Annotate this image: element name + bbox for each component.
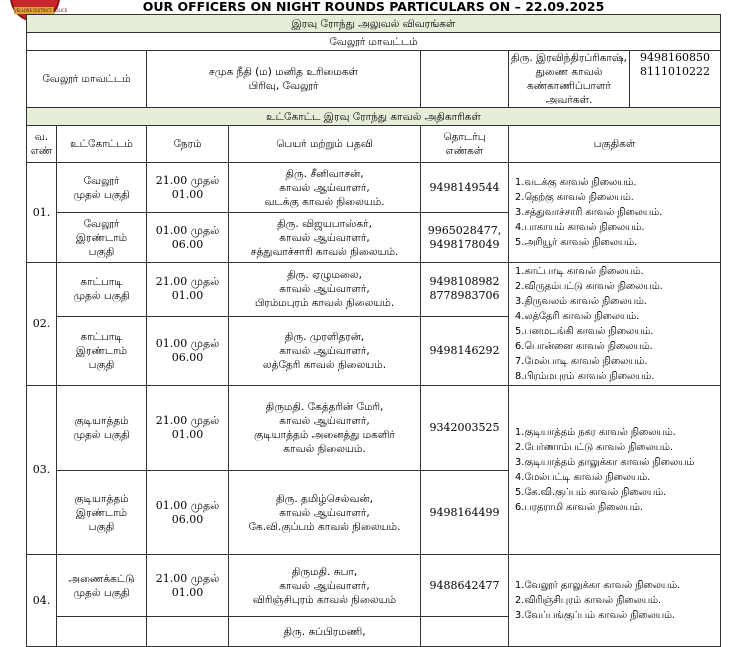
subdivision-line: முதல் பகுதி: [73, 290, 130, 303]
subdivision-line: பகுதி: [88, 520, 115, 533]
time-line: 21.00 முதல்: [155, 173, 220, 187]
subdivision-cell: [57, 555, 147, 617]
header-sno: [27, 126, 57, 163]
subdivision-line: இரண்டாம்: [75, 344, 128, 357]
header-subdivision: உட்கோட்டம்: [57, 126, 147, 163]
time-line: 01.00 முதல்: [155, 223, 220, 237]
time-cell: [147, 617, 229, 647]
areas-cell: [509, 555, 721, 647]
subdivision-cell: [57, 617, 147, 647]
subdivision-line: முதல் பகுதி: [73, 586, 130, 599]
serial-number: 03.: [27, 386, 57, 555]
phone-number: 9498164499: [429, 505, 500, 519]
district-officer-empty: [421, 51, 509, 108]
time-line: 06.00: [171, 237, 204, 251]
subdivision-cell: [57, 163, 147, 213]
officer-name-line: திருமதி. சுபா,: [291, 565, 358, 578]
serial-number: 04.: [27, 555, 57, 647]
officer-name-cell: [229, 316, 421, 385]
time-line: 01.00 முதல்: [155, 336, 220, 350]
time-line: 21.00 முதல்: [155, 414, 220, 427]
subdivision-line: குடியாத்தம்: [74, 492, 129, 505]
time-cell: [147, 471, 229, 555]
table-row: [27, 263, 721, 317]
subdivision-line: இரண்டாம்: [75, 506, 128, 519]
area-item: 7.மேல்பாடி காவல் நிலையம்.: [515, 356, 648, 367]
subdivision-line: காட்பாடி: [80, 330, 123, 343]
time-line: 01.00: [171, 187, 204, 201]
officer-name-line: காவல் ஆய்வாளர்,: [279, 181, 370, 194]
district-unit-line: சமுக நீதி (ம) மனித உரிமைகள்: [208, 66, 359, 78]
district-unit: [147, 51, 421, 108]
area-item: 2.தெற்கு காவல் நிலையம்.: [515, 192, 634, 203]
district-officer-row: [27, 51, 721, 108]
phone-number: 9965028477,: [427, 223, 502, 237]
officer-name-line: லத்தேரி காவல் நிலையம்.: [262, 358, 387, 371]
column-headers: [27, 126, 721, 163]
area-item: 3.குடியாத்தம் தாலுக்கா காவல் நிலையம்: [515, 457, 695, 468]
areas-cell: [509, 163, 721, 263]
area-item: 1.குடியாத்தம் நகர காவல் நிலையம்.: [515, 427, 676, 438]
phone-cell: [421, 555, 509, 617]
header-time: நேரம்: [147, 126, 229, 163]
time-cell: [147, 386, 229, 471]
areas-cell: [509, 386, 721, 555]
officer-name-line: திருமதி. கேத்தரின் மேரி,: [265, 401, 384, 413]
subdivision-line: வேலூர்: [83, 174, 120, 187]
header-sno-line: எண்: [30, 145, 53, 157]
time-line: 21.00 முதல்: [155, 571, 220, 585]
time-line: 01.00: [171, 289, 204, 303]
table-row: [27, 555, 721, 617]
district-officer-line: திரு. இரவிந்திரப்ரிகாஷ்,: [510, 52, 628, 64]
area-item: 1.காட்பாடி காவல் நிலையம்.: [515, 266, 644, 277]
phone-number: 9488642477: [429, 578, 500, 592]
area-item: 5.பனமடங்கி காவல் நிலையம்.: [515, 326, 654, 337]
time-cell: [147, 213, 229, 263]
officer-name-cell: [229, 386, 421, 471]
area-item: 5.கே.வி.குப்பம் காவல் நிலையம்.: [515, 487, 667, 498]
time-cell: [147, 263, 229, 317]
subdivision-line: முதல் பகுதி: [73, 429, 130, 441]
officer-name-cell: [229, 213, 421, 263]
area-item: 4.பாகாயம் காவல் நிலையம்.: [515, 222, 645, 233]
area-item: 1.வடக்கு காவல் நிலையம்.: [515, 177, 637, 188]
district-name: வேலூர் மாவட்டம்: [27, 51, 147, 108]
district-unit-line: பிரிவு, வேலூர்: [248, 80, 319, 92]
subdivision-line: அணைக்கட்டு: [68, 572, 135, 585]
area-item: 1.வேலூர் தாலுக்கா காவல் நிலையம்.: [515, 580, 681, 591]
phone-cell: [421, 263, 509, 317]
officer-name-cell: [229, 617, 421, 647]
officer-name-line: காவல் ஆய்வாளர்,: [279, 579, 370, 592]
time-cell: [147, 316, 229, 385]
phone-number: 9498178049: [429, 237, 500, 251]
time-cell: [147, 163, 229, 213]
logo-banner-text: VELLORE DISTRICT POLICE: [14, 8, 68, 13]
officer-name-line: விரிஞ்சிபுரம் காவல் நிலையம்: [252, 593, 397, 606]
subdivision-line: பகுதி: [88, 245, 115, 258]
phone-number: 9498108982: [429, 275, 500, 289]
subdivision-line: இரண்டாம்: [75, 231, 128, 244]
header-sno-line: வ.: [34, 131, 49, 143]
officer-name-line: கே.வி.குப்பம் காவல் நிலையம்.: [248, 520, 401, 533]
district-officer-line: துணை காவல் கண்காணிப்பாளர் அவர்கள்.: [527, 66, 611, 106]
district-heading: வேலூர் மாவட்டம்: [27, 33, 721, 51]
table-row: [27, 386, 721, 471]
area-item: 5.அரியூர் காவல் நிலையம்.: [515, 237, 638, 248]
officer-name-line: காவல் ஆய்வாளர்,: [279, 415, 370, 427]
phone-cell: [421, 163, 509, 213]
officer-name-line: திரு. தமிழ்செல்வன்,: [276, 492, 373, 505]
phone-cell: [421, 213, 509, 263]
header-contact-line: தொடர்பு: [443, 131, 486, 143]
officer-name-line: வடக்கு காவல் நிலையம்.: [264, 195, 385, 208]
serial-number: 02.: [27, 263, 57, 386]
phone-cell: [421, 386, 509, 471]
district-phone: 9498160850: [640, 51, 711, 64]
officer-name-line: பிரம்மபுரம் காவல் நிலையம்.: [254, 297, 395, 310]
time-line: 01.00: [171, 428, 204, 441]
header-name: பெயர் மற்றும் பதவி: [229, 126, 421, 163]
table-row: [27, 163, 721, 213]
subdivision-line: முதல் பகுதி: [73, 188, 130, 201]
area-item: 2.பேர்ணாம்பட்டு காவல் நிலையம்.: [515, 442, 674, 453]
officer-name-line: காவல் ஆய்வாளர்,: [279, 344, 370, 357]
area-item: 3.வேப்பங்குப்பம் காவல் நிலையம்.: [515, 610, 675, 621]
district-phone: 8111010222: [640, 65, 711, 78]
subdivision-cell: [57, 263, 147, 317]
subdivision-cell: [57, 471, 147, 555]
phone-number: 9342003525: [429, 421, 500, 434]
areas-cell: [509, 263, 721, 386]
officer-name-line: குடியாத்தம் அனைத்து மகளிர்: [254, 429, 395, 441]
officer-name-line: காவல் நிலையம்.: [283, 443, 366, 455]
phone-number: 9498149544: [429, 180, 500, 194]
phone-cell: [421, 471, 509, 555]
section-heading: உட்கோட்ட இரவு ரோந்து காவல் அதிகாரிகள்: [27, 108, 721, 126]
subdivision-line: வேலூர்: [83, 217, 120, 230]
area-item: 6.பொன்னை காவல் நிலையம்.: [515, 341, 653, 352]
area-item: 2.விரிஞ்சிபுரம் காவல் நிலையம்.: [515, 595, 662, 606]
time-line: 01.00 முதல்: [155, 498, 220, 512]
phone-number: 9498146292: [429, 343, 500, 357]
phone-number: 8778983706: [429, 289, 500, 303]
officer-name-line: திரு. விஜயபாஸ்கர்,: [277, 217, 372, 230]
subdivision-cell: [57, 316, 147, 385]
area-item: 4.லத்தேரி காவல் நிலையம்.: [515, 311, 640, 322]
district-officer-cell: [509, 51, 721, 108]
subtitle: இரவு ரோந்து அலுவல் விவரங்கள்: [27, 15, 721, 33]
time-line: 21.00 முதல்: [155, 275, 220, 289]
area-item: 6.பரதராமி காவல் நிலையம்.: [515, 502, 643, 513]
officer-name-cell: [229, 471, 421, 555]
officer-name-cell: [229, 163, 421, 213]
area-item: 8.பிரம்மபுரம் காவல் நிலையம்.: [515, 371, 655, 382]
subdivision-line: காட்பாடி: [80, 276, 123, 289]
area-item: 3.சத்துவாச்சாரி காவல் நிலையம்.: [515, 207, 663, 218]
page-title: OUR OFFICERS ON NIGHT ROUNDS PARTICULARS ON – 22.09.2025: [27, 0, 721, 15]
subdivision-line: குடியாத்தம்: [74, 415, 129, 427]
district-officer: [509, 51, 629, 107]
header-areas: பகுதிகள்: [509, 126, 721, 163]
time-line: 06.00: [171, 512, 204, 526]
officer-name-line: திரு. முரளிதரன்,: [284, 330, 365, 343]
header-contact: [421, 126, 509, 163]
time-cell: [147, 555, 229, 617]
area-item: 4.மேல்பட்டி காவல் நிலையம்.: [515, 472, 651, 483]
phone-cell: [421, 617, 509, 647]
officer-name-cell: [229, 263, 421, 317]
officer-name-line: காவல் ஆய்வாளர்,: [279, 283, 370, 296]
officer-name-line: சத்துவாச்சாரி காவல் நிலையம்.: [250, 245, 399, 258]
time-line: 01.00: [171, 585, 204, 599]
area-item: 2.விருதம்பட்டு காவல் நிலையம்.: [515, 281, 663, 292]
night-rounds-table: [26, 0, 721, 647]
time-line: 06.00: [171, 350, 204, 364]
officer-name-line: காவல் ஆய்வாளர்,: [279, 231, 370, 244]
officer-name-line: திரு. சீனிவாசன்,: [285, 167, 364, 180]
officer-name-line: திரு. ஏழுமலை,: [287, 269, 362, 282]
subdivision-cell: [57, 213, 147, 263]
subdivision-cell: [57, 386, 147, 471]
phone-cell: [421, 316, 509, 385]
district-phones: [629, 51, 720, 107]
serial-number: 01.: [27, 163, 57, 263]
officer-name-cell: [229, 555, 421, 617]
header-contact-line: எண்கள்: [445, 145, 484, 157]
subdivision-line: பகுதி: [88, 358, 115, 371]
officer-name-line: காவல் ஆய்வாளர்,: [279, 506, 370, 519]
officer-name-line: திரு. சுப்பிரமணி,: [283, 625, 366, 638]
area-item: 3.திருவலம் காவல் நிலையம்.: [515, 296, 647, 307]
